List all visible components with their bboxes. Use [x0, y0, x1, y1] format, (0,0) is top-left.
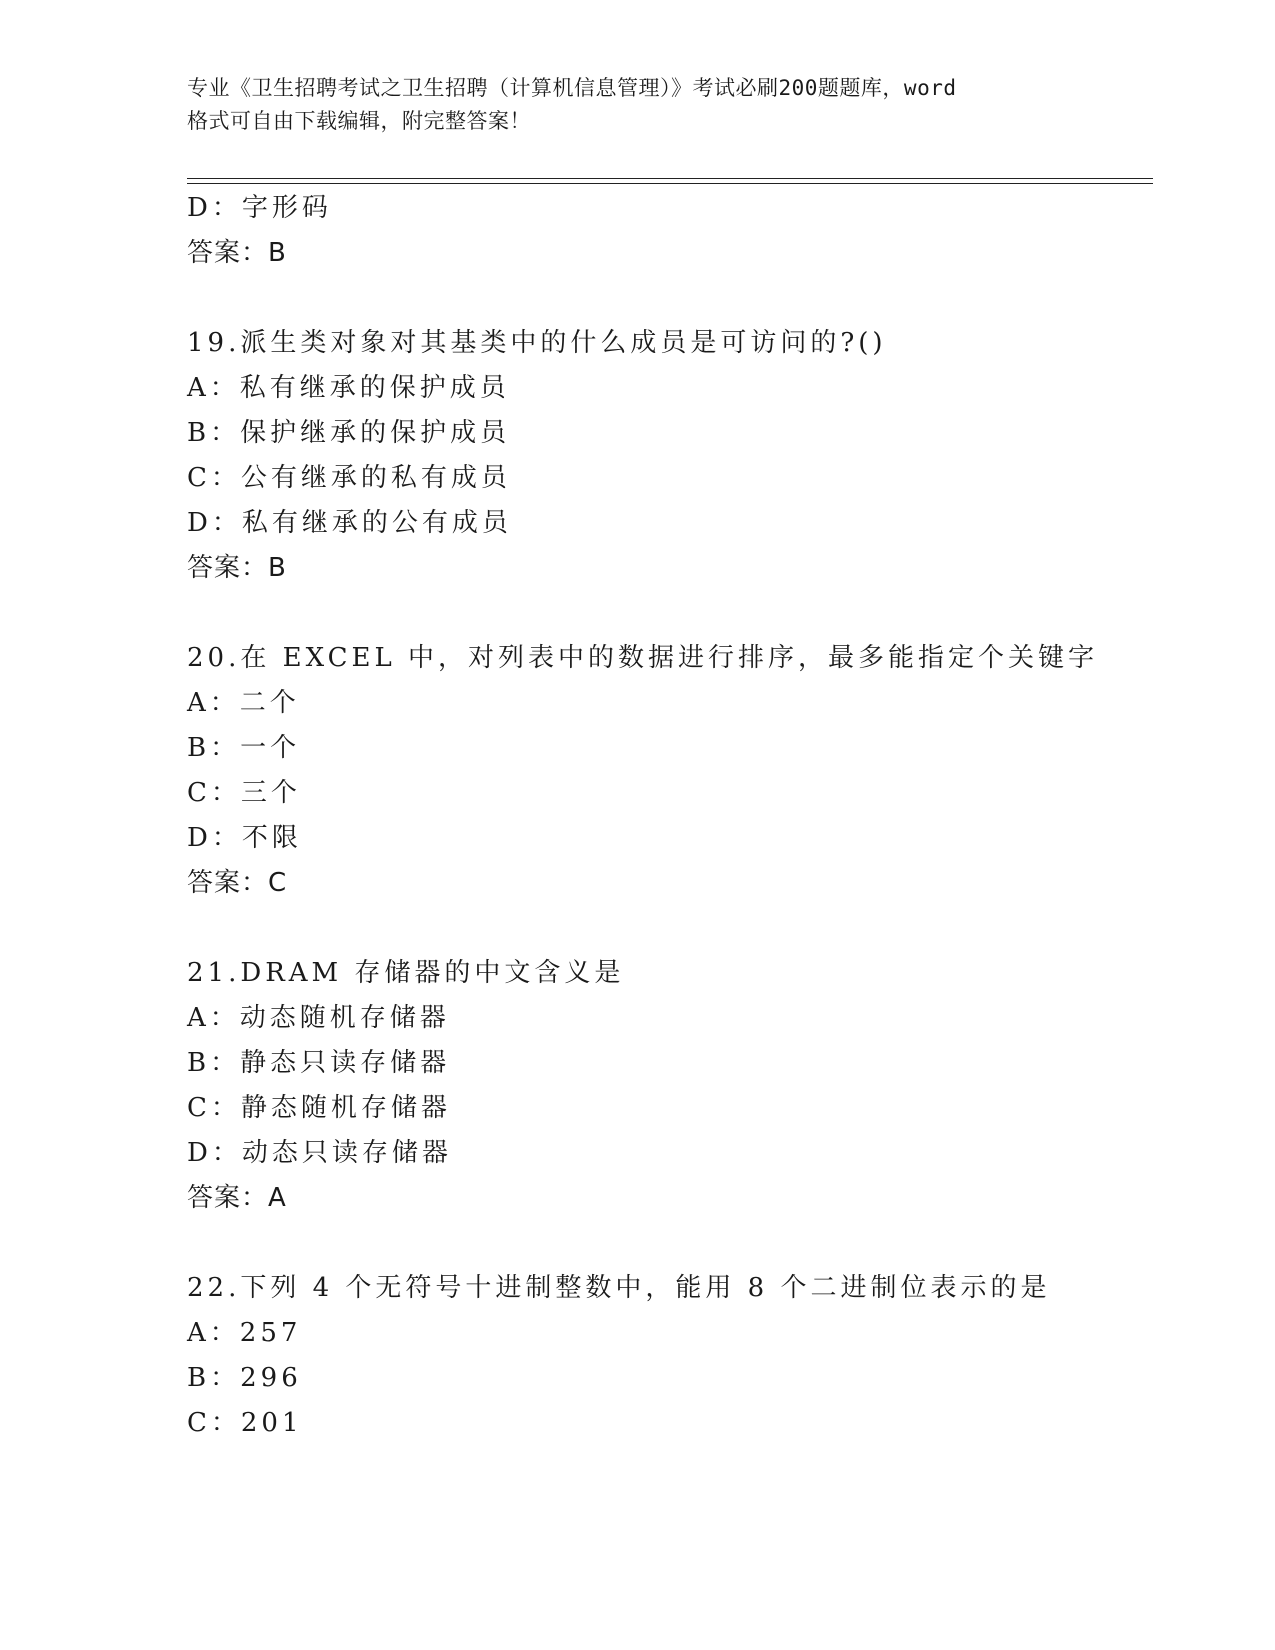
option-b: B：静态只读存储器: [187, 1048, 451, 1078]
question-20: 20.在 EXCEL 中，对列表中的数据进行排序，最多能指定个关键字: [187, 643, 1099, 673]
header-divider-bottom: [187, 183, 1153, 184]
option-c: C：公有继承的私有成员: [187, 463, 511, 493]
option-c: C：三个: [187, 778, 301, 808]
question-21: 21.DRAM 存储器的中文含义是: [187, 958, 625, 988]
option-d: D：动态只读存储器: [187, 1138, 452, 1168]
option-a: A：私有继承的保护成员: [187, 373, 510, 403]
option-a: A：二个: [187, 688, 300, 718]
option-c: C：静态随机存储器: [187, 1093, 451, 1123]
option-d: D：私有继承的公有成员: [187, 508, 512, 538]
option-a: A：动态随机存储器: [187, 1003, 450, 1033]
answer-line: 答案：B: [187, 553, 287, 583]
header-divider-top: [187, 178, 1153, 179]
header-line-1: 专业《卫生招聘考试之卫生招聘（计算机信息管理）》考试必刷200题题库，word: [187, 76, 957, 100]
option-b: B：一个: [187, 733, 301, 763]
question-22: 22.下列 4 个无符号十进制整数中，能用 8 个二进制位表示的是: [187, 1273, 1051, 1303]
option-d: D：字形码: [187, 193, 332, 223]
option-b: B：保护继承的保护成员: [187, 418, 511, 448]
option-d: D：不限: [187, 823, 302, 853]
header-line-2: 格式可自由下载编辑，附完整答案！: [187, 109, 531, 133]
answer-line: 答案：C: [187, 868, 288, 898]
answer-line: 答案：B: [187, 238, 287, 268]
answer-line: 答案：A: [187, 1183, 287, 1213]
option-b: B：296: [187, 1363, 302, 1393]
option-a: A：257: [187, 1318, 302, 1348]
document-header: [187, 72, 1087, 138]
question-19: 19.派生类对象对其基类中的什么成员是可访问的?(): [187, 328, 887, 358]
option-c: C：201: [187, 1408, 303, 1438]
